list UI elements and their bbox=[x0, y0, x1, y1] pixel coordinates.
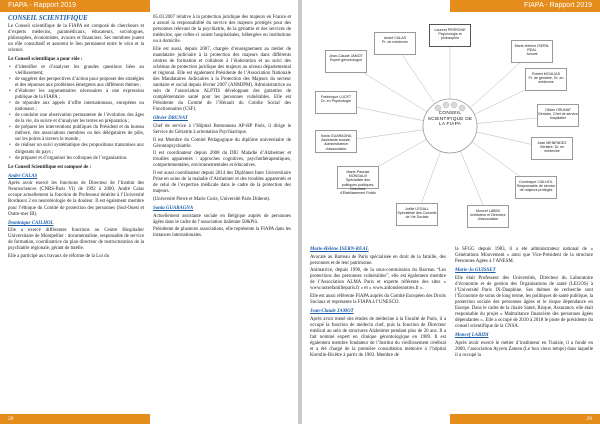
org-node: Laurent PERRONE Psychologie et philosophie bbox=[429, 24, 471, 47]
org-node: Joëlle LEGALL Spécialiste des Conseils de Vie Sociale bbox=[396, 203, 438, 226]
org-node: Sonia GUARAGNA Assistante sociale, Administratrice d’association bbox=[315, 130, 357, 153]
list-item: • d’élaborer les argumentaires nécessaires à une expression publique de la FIAPA ; bbox=[8, 89, 144, 101]
member-bio: Il est aussi coordinateur depuis 2014 des Diplômes Inter Universitaire Prise en soins de la maladie d’Alzheimer et des troubles apparentés et de celui de l’expertise médicale dans le cadre de la protection des majeurs. bbox=[153, 171, 291, 195]
member-name: André CALAS bbox=[8, 173, 38, 179]
org-node: André CALAS Pr. de médecine bbox=[374, 32, 416, 55]
list-item: • de conduire une observation permanente de l’évolution des âges de la vie, du suivre et d’analyser les textes en préparation ; bbox=[8, 113, 144, 125]
member-bio: Elle est aussi référente FIAPA auprès du Comité Européen des Droits Sociaux et représente la FIAPA à l’UNESCO. bbox=[310, 294, 446, 306]
member-bio: Après avoir exercé les fonctions de Directeur de l’Institut des Neurosciences (CNRS-Paris VI) de 1992 à 2000, André Calas occupe actuellement la fonction de Professeur émérite à l’Université Bordeaux 2 en neurobiologie de la douleur. Il est également membre pour l’éthique du Comité de protection des personnes (Sud-Ouest et Outre-mer III). bbox=[8, 181, 144, 217]
member-bio: Avocate au Barreau de Paris spécialisée en droit de la famille, des personnes et de leur patrimoine. bbox=[310, 254, 446, 266]
member-bio: Elle a participé aux travaux de réforme de la Loi du bbox=[8, 254, 110, 260]
paragraph: la SFGG depuis 1983, il a été administrateur national de « Générations Mouvement » ainsi que Vice-Président de la structure Personnes Agées à l’ANESM. bbox=[455, 247, 593, 265]
right-column-2 bbox=[455, 247, 593, 410]
page-number: 29 bbox=[450, 414, 600, 424]
member-bio: Elle était Professeur des Universités, Directeur du Laboratoire d’économie et de gestion des Organisations de santé (LEGOS) à l’Université Paris IX-Dauphine. Ses thèmes de recherche sont l’Économie de soins de long terme, les politiques de santé publique, la protection sociale des personnes âgées et le risque dépendance en Europe. Dans le cadre de la chaire Santé, Risque, Assurance, elle était responsable du projet « Maltraitance financière des personnes âgées dépendantes ». Elle a occupé de 2010 à 2018 le poste de présidente du conseil scientifique de la CNSA. bbox=[455, 275, 593, 330]
list-item: • de préparer et d’organiser les colloques de l’organisation. bbox=[8, 156, 144, 162]
page-number: 28 bbox=[0, 414, 150, 424]
member-bio: Il est coordinateur depuis 2008 du DIU Maladie d’Alzheimer et troubles apparentés : approches cognitives, psychothérapeutiques, comportementales, environnementales et éducatives. bbox=[153, 151, 291, 169]
member-bio: (Université Pierre et Marie Curie, Université Paris Diderot). bbox=[153, 196, 271, 202]
org-node: Robert MOULIAS Pr. de gériatrie, Dr. en médecine bbox=[525, 68, 567, 91]
page-header: FIAPA - Rapport 2019 bbox=[0, 0, 150, 12]
paragraph: Elle est aussi, depuis 2007, chargée d’enseignement au métier de mandataire judiciaire à la protection des majeurs dans différents centres de formation et collabore à l’élaboration et au suivi des schémas de protection juridique des majeurs au niveau départemental et régional. Elle est également Présidente de l’Association Nationale des Mandataires Judiciaires à la Protection des Majeurs du secteur sanitaire et social depuis février 2007 (ANMJPM). Administratrice au sein de l’association ALPTIS développant des garanties de complémentaire santé pour les personnes vulnérables. Elle est Présidente du Comité de l’Hérault du Cotidie Social des Fonctionnaires (CSF). bbox=[153, 46, 291, 113]
center-label: CONSEIL SCIENTIFIQUE DE LA FIAPA bbox=[427, 111, 473, 128]
left-page bbox=[0, 0, 298, 424]
member-name: Olivier DRUNAT bbox=[153, 116, 188, 122]
member-bio: Chef de service à l’Hôpital Bretonneau AP-HP Paris, il dirige le Service de Gériatrie à orientation Psychiatrique. bbox=[153, 123, 291, 136]
page-header: FIAPA - Rapport 2019 bbox=[450, 0, 600, 12]
member-bio: Elle a exercé différentes fonctions au Centre Hospitalier Universitaire de Montpellier : documentaliste, responsable de service de formation, coordinatrice du plan directeur de restructuration de la psychiatrie régionale, gérant de tutelle. bbox=[8, 228, 144, 252]
member-name: Marie-Jo GUISSET bbox=[455, 268, 496, 274]
roles-heading: Le Conseil scientifique a pour rôle : bbox=[8, 57, 83, 63]
member-name: Moncef LABIDI bbox=[455, 333, 489, 339]
member-bio: Présidente de plusieurs associations, elle représente la FIAPA dans les instances internationales. bbox=[153, 227, 291, 239]
right-page bbox=[302, 0, 600, 424]
list-item: • de répondre aux appels d’offre internationaux, européens ou nationaux ; bbox=[8, 101, 144, 113]
intro-paragraph: Le Conseil scientifique de la FIAPA est composé de chercheurs et d’experts médecins, paramédicaux, éducateurs, sociologues, philosophes, économistes, avocats et financiers. Ses membres jouent un rôle consultatif et assurent le lien permanent entre le vécu et la science. bbox=[8, 24, 144, 54]
roles-list bbox=[8, 65, 144, 162]
member-name: Marie-Hélène ISERN-REAL bbox=[310, 247, 369, 252]
org-chart bbox=[306, 14, 596, 242]
section-title: CONSEIL SCIENTIFIQUE bbox=[8, 15, 88, 22]
member-bio: Actuellement assistante sociale en Belgique auprès de personnes âgées dans le cadre de l’association italienne 50&Più. bbox=[153, 213, 291, 225]
list-item: • d’identifier et d’analyser les grandes questions liées au vieillissement; bbox=[8, 65, 144, 77]
member-name: Jean-Claude JAMOT bbox=[310, 309, 354, 315]
member-name: Sonia GUARAGNA bbox=[153, 205, 194, 211]
list-item: • de préparer les interventions publiques du Président et du bureau mélioré, des associations membres ou des délégataires de pôle, sur les points à travers le monde ; bbox=[8, 125, 144, 143]
list-item: • de réaliser un suivi systématique des propositions transmises aux dirigeants du pays ; bbox=[8, 143, 144, 155]
member-bio: Après avoir mené des études de médecine à la Faculté de Paris, il a occupé la fonction de médecin chef, puis la fonction de Directeur médical au sein de structures Alzheimer pendant plus de 20 ans. Il a fait nommé expert en clinique gérontologique en 1989. Il est également membre fondateur de l’Institut du vieillissement cérébral et a été chargé de la première consultation mémoire à l’hôpital Kremlin-Bicêtre à partir de 1983. Membre de bbox=[310, 316, 446, 359]
members-heading: Le Conseil Scientifique est composé de : bbox=[8, 164, 92, 170]
org-node: Moncef LABIDI Instituteur et Directeur d’association bbox=[467, 205, 509, 228]
list-item: • de suggérer des perspectives d’action pour proposer des stratégies et des réponses aux problèmes émergents aux différents thèmes ; bbox=[8, 77, 144, 89]
member-bio: Il est Membre du Comité Pédagogique du diplôme universitaire de Gérontopsychiatrie. bbox=[153, 137, 291, 149]
left-column-2 bbox=[153, 15, 291, 410]
member-bio: Animatrice, depuis 1996, de la sous-commission du Barreau “Les protections des personnes vulnérables”, elle est également membre de l’Association ALMA Paris et experte référente des sites « www.notrefamilleparis.fr » et « www.aidonslesnotres.fr ». bbox=[310, 268, 446, 292]
org-node: Olivier DRUNAT Gériatre, Chef de service hospitalier bbox=[537, 104, 579, 127]
paragraph: 05.03.2007 relative à la protection juridique des majeurs en France et a assuré la responsabilité du service des majeurs protégés pour des personnes relevant de la psychiatrie, de la gériatrie et des services de médecine, que celles-ci soient hospitalisées, hébergées en institutions ou à domicile. bbox=[153, 15, 291, 45]
right-column-1 bbox=[310, 247, 446, 410]
member-name: Dominique CAILHOL bbox=[8, 220, 54, 226]
org-node: Marie-Hélène ISERN-REAL Avocat bbox=[511, 40, 553, 63]
org-node: Dominique CAILHOL Responsable de service de majeurs protégés bbox=[515, 176, 557, 199]
member-bio: Après avoir exercé le métier d’instituteur en Tunisie, il a fondé en 2000, l’association Ayyem Zamen (Le bon vieux temps) dans laquelle il a occupé la bbox=[455, 340, 593, 358]
org-node: Frédérique LUCET Dr. en Psychologie bbox=[315, 91, 357, 114]
org-node: Marie-Pascale MONGAUX Spécialiste des politiques publiques, Directrice d’Établissement Public bbox=[337, 166, 379, 189]
org-node: Jean-Claude JAMOT Expert gérontologue bbox=[325, 50, 367, 73]
left-column-1 bbox=[8, 15, 144, 410]
org-node: Jean MENENDEZ Gériatre, Dr. en médecine bbox=[531, 137, 573, 160]
